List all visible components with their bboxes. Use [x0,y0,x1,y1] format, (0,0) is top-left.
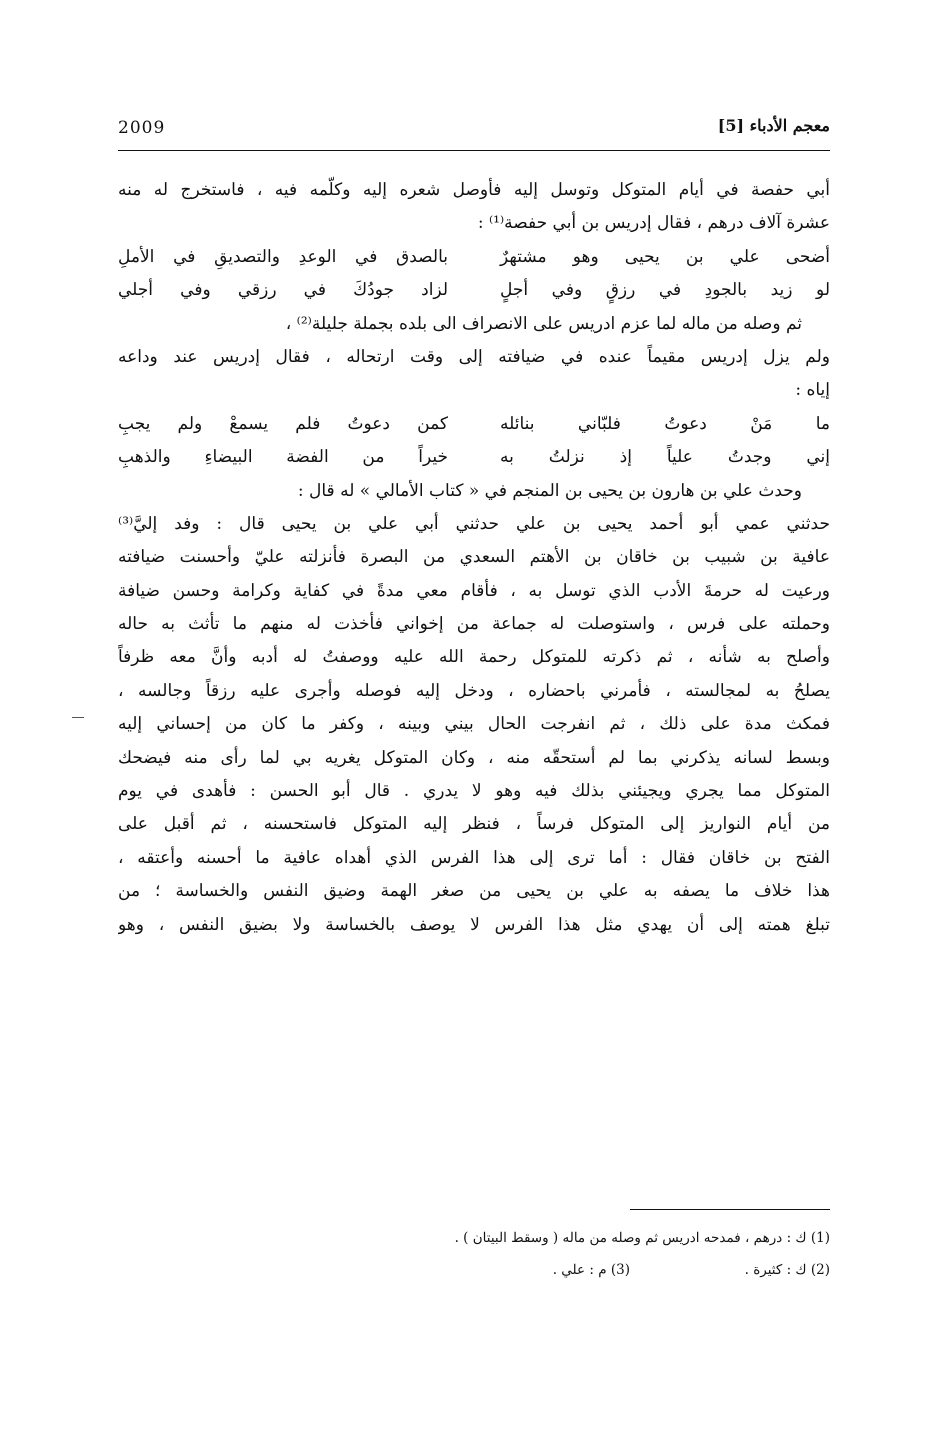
main-text [118,174,830,942]
text-line: عافية بن شبيب بن خاقان بن الأهتم السعدي من البصرة فأنزلته عليّ وأحسنت ضيافته [118,547,830,568]
footnotes [118,1222,830,1286]
verse-hemistich-left: كمن دعوتُ فلم يسمعْ ولم يجبِ [118,413,448,434]
verse-hemistich-right: إني وجدتُ علياً إذ نزلتُ به [500,447,830,468]
text-line: تبلغ همته إلى أن يهدي مثل هذا الفرس لا يوصف بالخساسة ولا بضيق النفس ، وهو [118,914,830,935]
page-number: 2009 [118,118,166,138]
text-line: هذا خلاف ما يصفه به علي بن يحيى من صغر الهمة وضيق النفس والخساسة ؛ من [118,881,830,902]
text-line: من أيام النواريز إلى المتوكل فرساً ، فنظر إليه المتوكل فاستحسنه ، ثم أقبل على [118,814,830,835]
verse-hemistich-right: أضحى علي بن يحيى وهو مشتهرٌ [500,246,830,267]
page-header [118,112,830,152]
verse-line [118,408,830,441]
footnote-row [118,1254,830,1286]
text-line: حدثني عمي أبو أحمد يحيى بن علي حدثني أبي علي بن يحيى قال : وفد إليَّ⁽³⁾ [118,513,830,534]
text-line: عشرة آلاف درهم ، فقال إدريس بن أبي حفصة⁽¹⁾ : [477,213,830,234]
text-line: ورعيت له حرمةَ الأدب الذي توسل به ، فأقام معي مدةً في كفاية وكرامة وحسن ضيافة [118,580,830,601]
text-line: ولم يزل إدريس مقيماً عنده في ضيافته إلى وقت ارتحاله ، فقال إدريس عند وداعه [118,346,830,367]
footnote-3: (3) م : علي . [552,1262,630,1278]
text-line: فمكث مدة على ذلك ، ثم انفرجت الحال بيني وبينه ، وكفر ما كان من إحساني إليه [118,714,830,735]
verse-hemistich-left: بالصدق في الوعدِ والتصديقِ في الأملِ [118,246,448,267]
scan-mark [72,717,84,718]
text-line: المتوكل مما يجري ويجيئني بذلك فيه وهو لا يدري . قال أبو الحسن : فأهدى في يوم [118,781,830,802]
verse-hemistich-left: خيراً من الفضة البيضاءِ والذهبِ [118,447,448,468]
running-title: معجم الأدباء [5] [717,116,830,135]
verse-line [118,441,830,474]
verse-line [118,241,830,274]
footnote-rule [630,1209,830,1210]
text-line: وحدث علي بن هارون بن يحيى بن المنجم في « كتاب الأمالي » له قال : [297,480,802,501]
verse-hemistich-right: لو زيد بالجودِ في رزقٍ وفي أجلٍ [500,280,830,301]
verse-line [118,274,830,307]
footnote-1: (1) ك : درهم ، فمدحه ادريس ثم وصله من ماله ( وسقط البيتان ) . [454,1230,830,1246]
text-line: ثم وصله من ماله لما عزم ادريس على الانصراف الى بلده بجملة جليلة⁽²⁾ ، [285,313,802,334]
text-line: وبسط لسانه يذكرني بما لم أستحقّه منه ، وكان المتوكل يغريه بي لما رأى منه فيضحك [118,747,830,768]
header-rule [118,150,830,151]
text-line: أبي حفصة في أيام المتوكل وتوسل إليه فأوصل شعره إليه وكلّمه فيه ، فاستخرج له منه [118,180,830,200]
text-line: وأصلح به شأنه ، ثم ذكرته للمتوكل رحمة الله عليه ووصفتُ له أدبه وأنَّ معه ظرفاً [118,647,830,668]
text-line: يصلحُ به لمجالسته ، فأمرني باحضاره ، ودخل إليه فوصله وأجرى عليه رزقاً وجالسه ، [118,680,830,701]
footnote-2: (2) ك : كثيرة . [744,1262,830,1278]
book-page [118,112,830,1332]
verse-hemistich-left: لزاد جودُكَ في رزقي وفي أجلي [118,280,448,301]
text-line: وحملته على فرس ، واستوصلت له جماعة من إخواني فأخذت له منهم ما تأثث به حاله [118,614,830,635]
verse-hemistich-right: ما مَنْ دعوتُ فلبّاني بنائله [500,413,830,434]
text-line: إياه : [795,380,830,401]
text-line: الفتح بن خاقان فقال : أما ترى إلى هذا الفرس الذي أهداه عافية ما أحسنه وأعتقه ، [118,847,830,868]
